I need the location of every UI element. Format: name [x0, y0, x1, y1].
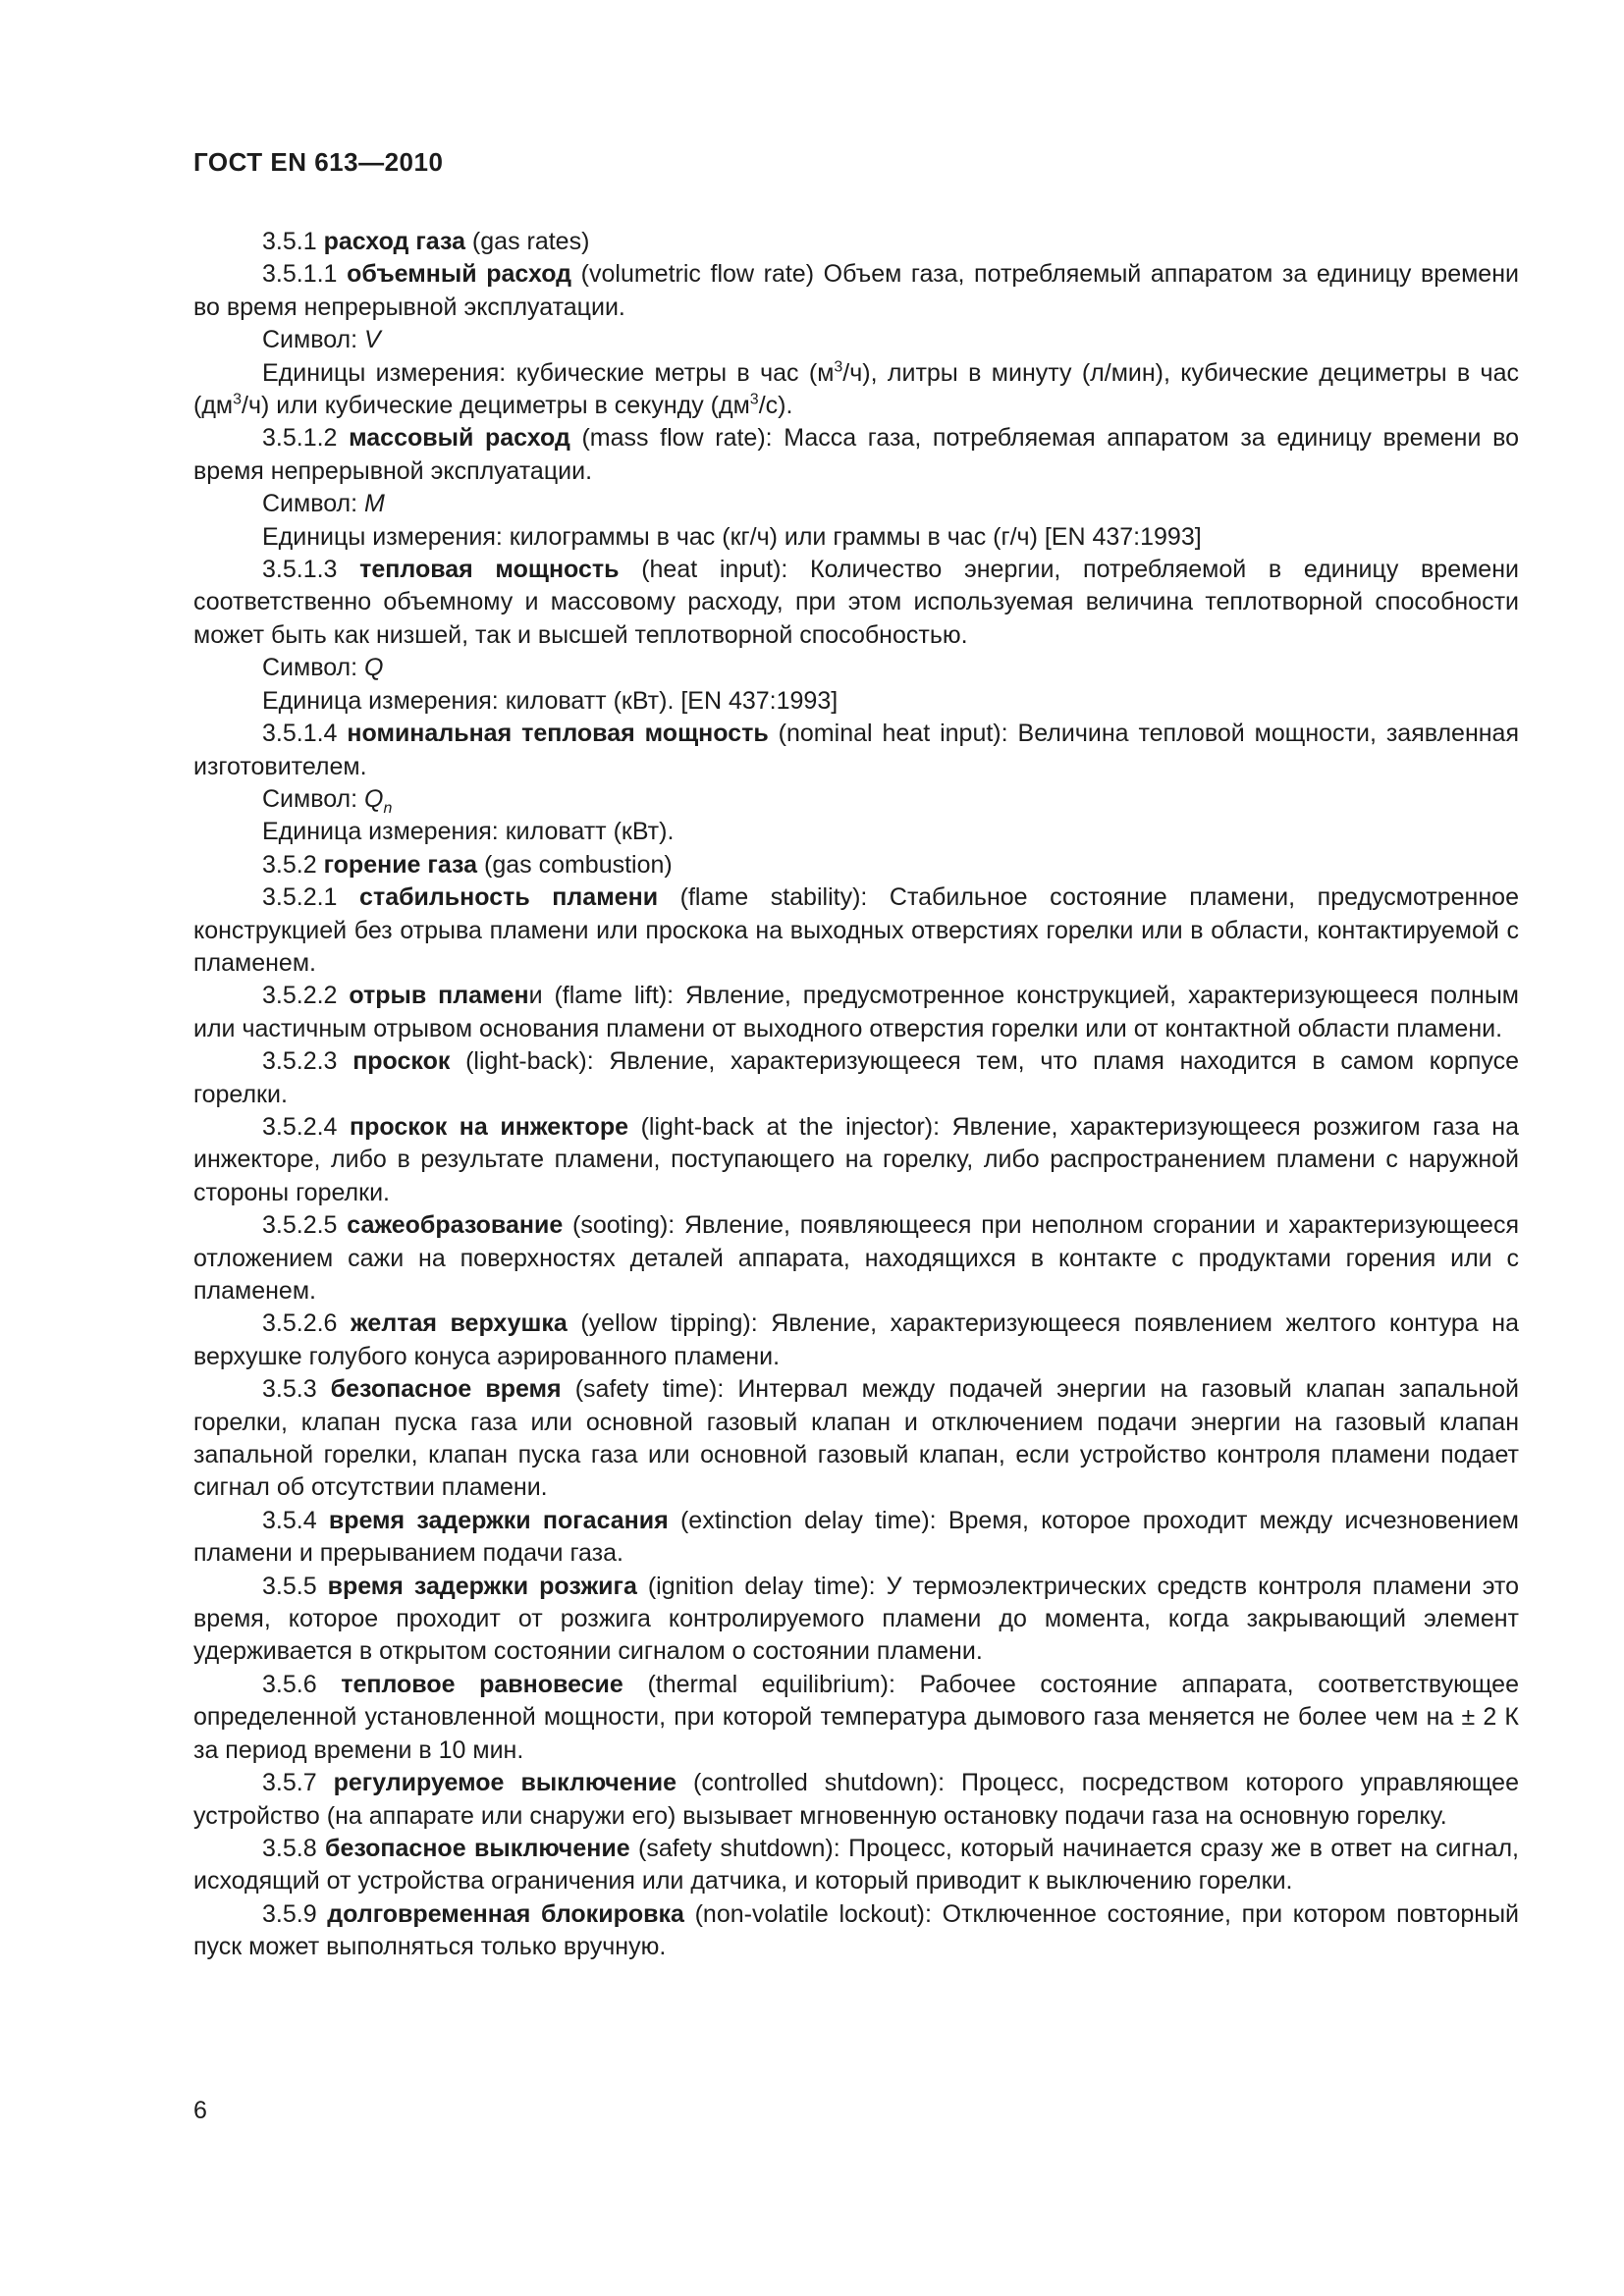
definition-3-5-2-1: 3.5.2.1 стабильность пламени (flame stability): Стабильное состояние пламени, предусмотренное конструкцией без отрыва пламени или проскока на выходных отверстиях горелки или в области, контактируемой с пламенем. [193, 883, 1519, 977]
definition-3-5-2-2: 3.5.2.2 отрыв пламени (flame lift): Явление, предусмотренное конструкцией, характеризующееся полным или частичным отрывом основания пламени от выходного отверстия горелки или от контактной области пламени. [193, 982, 1519, 1042]
definition-3-5-3: 3.5.3 безопасное время (safety time): Интервал между подачей энергии на газовый клапан запальной горелки, клапан пуска газа или основной газовый клапан и отключением подачи энергии на газовый клапан запальной горелки, клапан пуска газа или основной газовый клапан, если устройство контроля пламени подает сигнал об отсутствии пламени. [193, 1375, 1519, 1502]
page-number: 6 [193, 2097, 207, 2124]
definition-3-5-5: 3.5.5 время задержки розжига (ignition delay time): У термоэлектрических средств контроля пламени это время, которое проходит от розжига контролируемого пламени до момента, когда закрывающий элемент удерживается в открытом состоянии сигналом о состоянии пламени. [193, 1572, 1519, 1666]
definition-3-5-6: 3.5.6 тепловое равновесие (thermal equilibrium): Рабочее состояние аппарата, соответствующее определенной установленной мощности, при которой температура дымового газа меняется не более чем на ± 2 К за период времени в 10 мин. [193, 1670, 1519, 1764]
symbol-line: Символ: M [262, 490, 385, 518]
symbol-line: Символ: V [262, 326, 381, 354]
document-body [193, 226, 1519, 1964]
definition-3-5-1-4: 3.5.1.4 номинальная тепловая мощность (nominal heat input): Величина тепловой мощности, заявленная изготовителем. [193, 720, 1519, 780]
definition-3-5-2-3: 3.5.2.3 проскок (light-back): Явление, характеризующееся тем, что пламя находится в самом корпусе горелки. [193, 1047, 1519, 1108]
document-header-title: ГОСТ EN 613—2010 [193, 147, 444, 177]
units-line: Единица измерения: киловатт (кВт). [262, 818, 675, 846]
definition-3-5-9: 3.5.9 долговременная блокировка (non-volatile lockout): Отключенное состояние, при котором повторный пуск может выполняться только вручную. [193, 1899, 1519, 1961]
definition-3-5-2-6: 3.5.2.6 желтая верхушка (yellow tipping): Явление, характеризующееся появлением желтого контура на верхушке голубого конуса аэрированного пламени. [193, 1309, 1519, 1370]
definition-3-5-1: 3.5.1 расход газа (gas rates) [262, 228, 590, 255]
definition-3-5-7: 3.5.7 регулируемое выключение (controlled shutdown): Процесс, посредством которого управляющее устройство (на аппарате или снаружи его) вызывает мгновенную остановку подачи газа на основную горелку. [193, 1769, 1519, 1830]
definition-3-5-2-5: 3.5.2.5 сажеобразование (sooting): Явление, появляющееся при неполном сгорании и характеризующееся отложением сажи на поверхностях деталей аппарата, находящихся в контакте с продуктами горения или с пламенем. [193, 1211, 1519, 1305]
units-line: Единицы измерения: килограммы в час (кг/ч) или граммы в час (г/ч) [EN 437:1993] [262, 522, 1202, 551]
definition-3-5-8: 3.5.8 безопасное выключение (safety shutdown): Процесс, который начинается сразу же в ответ на сигнал, исходящий от устройства ограничения или датчика, и который приводит к выключению горелки. [193, 1834, 1519, 1896]
definition-3-5-1-1: 3.5.1.1 объемный расход (volumetric flow rate) Объем газа, потребляемый аппаратом за единицу времени во время непрерывной эксплуатации. [193, 260, 1519, 321]
units-line: Единица измерения: киловатт (кВт). [EN 437:1993] [262, 686, 839, 715]
definition-3-5-1-3: 3.5.1.3 тепловая мощность (heat input): Количество энергии, потребляемой в единицу времени соответственно объемному и массовому расходу, при этом используемая величина теплотворной способности может быть как низшей, так и высшей теплотворной способностью. [193, 556, 1519, 649]
symbol-line: Символ: $Q_n$ [262, 784, 393, 817]
definition-3-5-1-2: 3.5.1.2 массовый расход (mass flow rate): Масса газа, потребляемая аппаратом за единицу времени во время непрерывной эксплуатации. [193, 424, 1519, 485]
symbol-line: Символ: Q [262, 654, 384, 682]
definition-3-5-2: 3.5.2 горение газа (gas combustion) [262, 850, 673, 879]
definition-3-5-2-4: 3.5.2.4 проскок на инжекторе (light-back at the injector): Явление, характеризующееся розжигом газа на инжекторе, либо в результате пламени, поступающего на горелку, либо распространением пламени с наружной стороны горелки. [193, 1112, 1520, 1206]
definition-3-5-4: 3.5.4 время задержки погасания (extinction delay time): Время, которое проходит между исчезновением пламени и прерыванием подачи газа. [193, 1506, 1519, 1568]
units-line: Единицы измерения: кубические метры в час $(м^3/ч)$, литры в минуту (л/мин), кубические дециметры в час $(дм^3/ч)$ или кубические дециметры в секунду $(дм^3/с)$. [193, 358, 1519, 420]
